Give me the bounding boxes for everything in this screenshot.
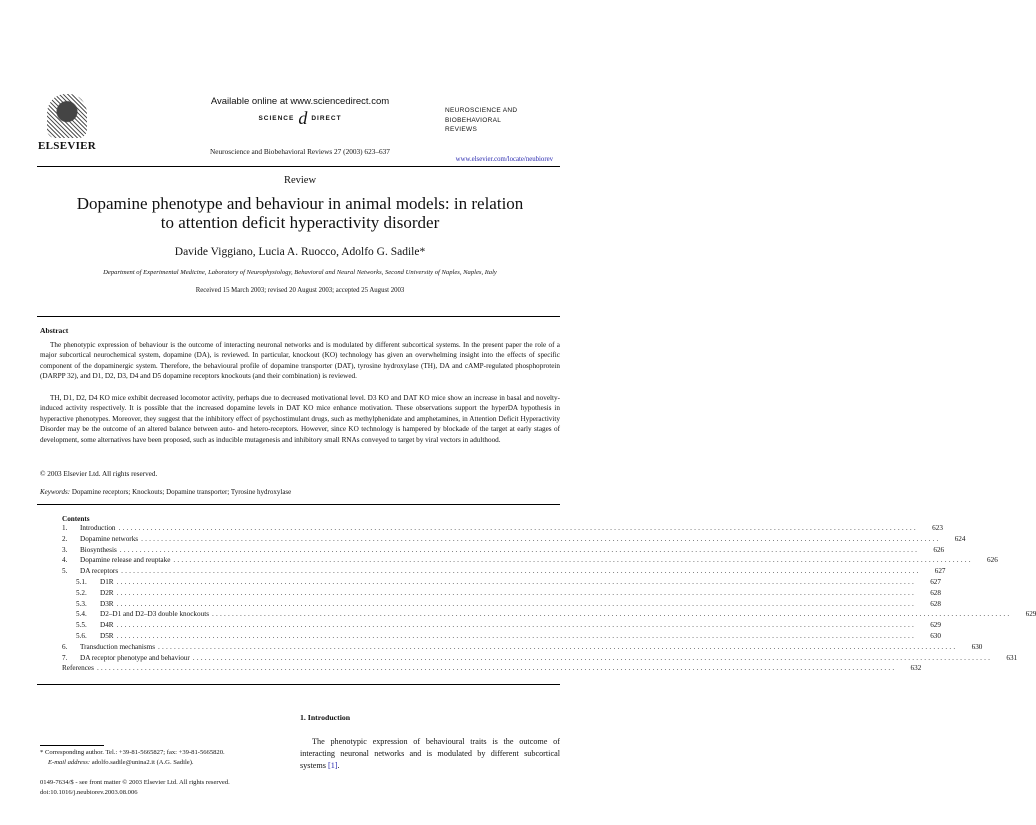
toc-number: 7. [62, 653, 68, 662]
toc-leader-dots: ........................................................................................................................................................................................................ [141, 534, 941, 543]
toc-row[interactable] [62, 610, 1036, 621]
keywords [40, 488, 291, 496]
toc-leader-dots: ........................................................................................................................................................................................................ [158, 642, 958, 651]
journal-name [445, 106, 545, 135]
toc-label: Dopamine release and reuptake [80, 556, 171, 565]
toc-page-number: 629 [930, 621, 941, 630]
toc-label: DA receptors [80, 567, 119, 576]
toc-page-number: 629 [1025, 610, 1036, 619]
sd-at-mark: d [298, 107, 308, 128]
toc-row[interactable] [62, 653, 1018, 665]
article-title [40, 194, 560, 232]
toc-leader-dots: ........................................................................................................................................................................................................ [116, 631, 916, 640]
toc-number: 5.3. [76, 599, 87, 608]
toc-page-number: 631 [1006, 653, 1018, 662]
doi-line[interactable]: doi:10.1016/j.neubiorev.2003.08.006 [40, 788, 138, 796]
toc-row[interactable] [62, 545, 945, 557]
toc-number: 1. [62, 524, 68, 532]
toc-label: Introduction [80, 524, 116, 532]
keywords-list: Dopamine receptors; Knockouts; Dopamine transporter; Tyrosine hydroxylase [71, 488, 292, 496]
elsevier-tree-icon [47, 94, 87, 138]
intro-heading: 1. Introduction [300, 713, 351, 722]
toc-number: 5.1. [76, 577, 87, 586]
toc-page-number: 623 [932, 524, 943, 532]
sciencedirect-logo [230, 108, 370, 128]
toc-label: Dopamine networks [80, 534, 139, 543]
toc-leader-dots: ........................................................................................................................................................................................................ [116, 599, 916, 608]
toc-number: 6. [62, 642, 68, 651]
toc-number: 5.2. [76, 588, 87, 597]
toc-row[interactable] [62, 577, 941, 589]
footnote-rule [40, 745, 104, 746]
toc-page-number: 630 [971, 642, 983, 651]
toc-row[interactable] [62, 567, 946, 578]
article-type: Review [283, 175, 317, 186]
toc-page-number: 628 [930, 588, 941, 597]
toc-leader-dots: ........................................................................................................................................................................................................ [116, 577, 916, 586]
toc-row[interactable] [62, 631, 941, 643]
toc-page-number: 632 [910, 664, 922, 673]
issn-line: 0149-7634/$ - see front matter © 2003 Elsevier Ltd. All rights reserved. [40, 779, 230, 786]
intro-paragraph [300, 736, 560, 772]
toc-label: D2R [100, 588, 114, 597]
toc-row[interactable] [62, 524, 943, 535]
toc-label: D3R [100, 599, 114, 608]
intro-text: The phenotypic expression of behavioural traits is the outcome of interacting neuronal networks and is modulated by different subcortical systems [300, 737, 560, 770]
toc-number: 5.5. [76, 621, 87, 630]
abstract-paragraph: TH, D1, D2, D4 KO mice exhibit decreased locomotor activity, perhaps due to decreased motivational level. D3 KO and DAT KO mice show an increase in basal and novelty-induced activity respectively. It is possible that the increased dopamine levels in DAT KO mice enhance motivation. These observations support the hyperDA hypothesis in hyperactive phenotypes. Moreover, they suggest that the inhibitory effect of psychostimulant drugs, such as methylphenidate and amphetamines, in Attention Deficit Hyperactivity Disorder may be the outcome of an altered balance between auto- and hetero-receptors. However, since KO technology is hampered by blockade of the target at early stages of development, some alternatives have been proposed, such as inducible mutagenesis and inhibitory small RNAs conveyed to target by viral vectors in adulthood. [40, 394, 560, 444]
toc-label: D5R [100, 631, 114, 640]
toc-number: 4. [62, 556, 68, 565]
toc-page-number: 626 [987, 556, 998, 565]
email-label: E-mail address: [48, 758, 91, 766]
contents-heading: Contents [62, 515, 90, 523]
toc-label: D1R [100, 577, 114, 586]
toc-label: D4R [100, 621, 114, 630]
abstract-heading: Abstract [40, 326, 69, 335]
toc-row[interactable] [62, 534, 966, 546]
toc-number: 5.6. [76, 631, 87, 640]
toc-row[interactable] [62, 599, 941, 611]
available-online-text: Available online at www.sciencedirect.com [210, 96, 390, 107]
toc-page-number: 626 [933, 545, 945, 554]
toc-leader-dots: ........................................................................................................................................................................................................ [96, 664, 897, 673]
sd-left-word: SCIENCE [258, 114, 295, 122]
toc-number: 5.4. [76, 610, 87, 619]
toc-leader-dots: ........................................................................................................................................................................................................ [118, 524, 918, 532]
toc-row[interactable] [62, 588, 941, 600]
journal-name-line: REVIEWS [445, 126, 478, 133]
toc-label: DA receptor phenotype and behaviour [80, 653, 190, 662]
contents-top-rule [37, 504, 560, 505]
toc-leader-dots: ........................................................................................................................................................................................................ [119, 545, 920, 554]
toc-leader-dots: ........................................................................................................................................................................................................ [192, 653, 993, 662]
toc-list [62, 524, 1036, 675]
toc-page-number: 627 [934, 567, 946, 576]
publisher-logo [38, 94, 96, 154]
title-line: Dopamine phenotype and behaviour in animal models: in relation [76, 194, 524, 213]
toc-label: Biosynthesis [80, 545, 117, 554]
toc-page-number: 628 [930, 599, 941, 608]
header-rule [37, 166, 560, 167]
journal-name-line: BIOBEHAVIORAL [445, 116, 502, 124]
toc-label: References [62, 664, 94, 673]
abstract-paragraph: The phenotypic expression of behaviour is the outcome of interacting neuronal networks and is modulated by different subcortical systems. In the present paper the role of a major subcortical neurochemical system, dopamine (DA), is reviewed. In particular, knockout (KO) technology has given an overwhelming insight into the effects of specific component of the dopaminergic system. Therefore, the behavioural profile of dopamine transporter (DAT), tyrosine hydroxylase (TH), DA and cAMP-regulated phosphoprotein (DARPP 32), and D1, D2, D3, D4 and D5 dopamine receptors knockouts (and their combination) is reviewed. [40, 341, 560, 381]
table-of-contents [62, 515, 1036, 675]
abstract-top-rule [37, 316, 560, 317]
toc-row[interactable] [62, 664, 922, 675]
toc-number: 2. [62, 534, 68, 543]
abstract-copyright: © 2003 Elsevier Ltd. All rights reserved. [40, 470, 158, 478]
received-dates: Received 15 March 2003; revised 20 August 2003; accepted 25 August 2003 [195, 287, 405, 294]
journal-reference: Neuroscience and Biobehavioral Reviews 27 (2003) 623–637 [210, 147, 390, 156]
toc-number: 5. [62, 567, 68, 576]
toc-row[interactable] [62, 621, 941, 632]
intro-end: . [337, 761, 340, 770]
journal-url-link[interactable]: www.elsevier.com/locate/neubiorev [455, 156, 553, 163]
toc-leader-dots: ........................................................................................................................................................................................................ [116, 588, 916, 597]
toc-label: Transduction mechanisms [80, 642, 155, 651]
toc-number: 3. [62, 545, 68, 554]
sd-right-word: DIRECT [311, 114, 342, 122]
contents-bottom-rule [37, 684, 560, 685]
affiliation: Department of Experimental Medicine, Laboratory of Neurophysiology, Behavioral and Neural Networks, Second University of Naples, Naples, Italy [103, 269, 497, 276]
toc-page-number: 624 [954, 534, 966, 543]
toc-page-number: 627 [930, 577, 941, 586]
authors: Davide Viggiano, Lucia A. Ruocco, Adolfo G. Sadile* [174, 246, 426, 258]
footnote-corresponding: * Corresponding author. Tel.: +39-81-5665827; fax: +39-81-5665820. [40, 749, 225, 756]
toc-label: D2–D1 and D2–D3 double knockouts [100, 610, 209, 619]
toc-leader-dots: ........................................................................................................................................................................................................ [116, 621, 916, 630]
publisher-name: ELSEVIER [38, 140, 97, 152]
keywords-label: Keywords: [40, 488, 71, 496]
toc-leader-dots: ........................................................................................................................................................................................................ [212, 610, 1012, 619]
toc-row[interactable] [62, 642, 983, 654]
toc-leader-dots: ........................................................................................................................................................................................................ [173, 556, 973, 565]
footnote [40, 748, 280, 767]
footer [40, 778, 300, 797]
footnote-email-line [40, 758, 280, 768]
citation-link[interactable]: [1] [327, 761, 338, 770]
toc-leader-dots: ........................................................................................................................................................................................................ [121, 567, 921, 576]
title-line: to attention deficit hyperactivity disorder [160, 213, 440, 232]
journal-name-line: NEUROSCIENCE AND [445, 107, 518, 114]
toc-page-number: 630 [930, 631, 941, 640]
email-address[interactable]: adolfo.sadile@unina2.it (A.G. Sadile). [91, 758, 194, 766]
toc-row[interactable] [62, 556, 998, 567]
